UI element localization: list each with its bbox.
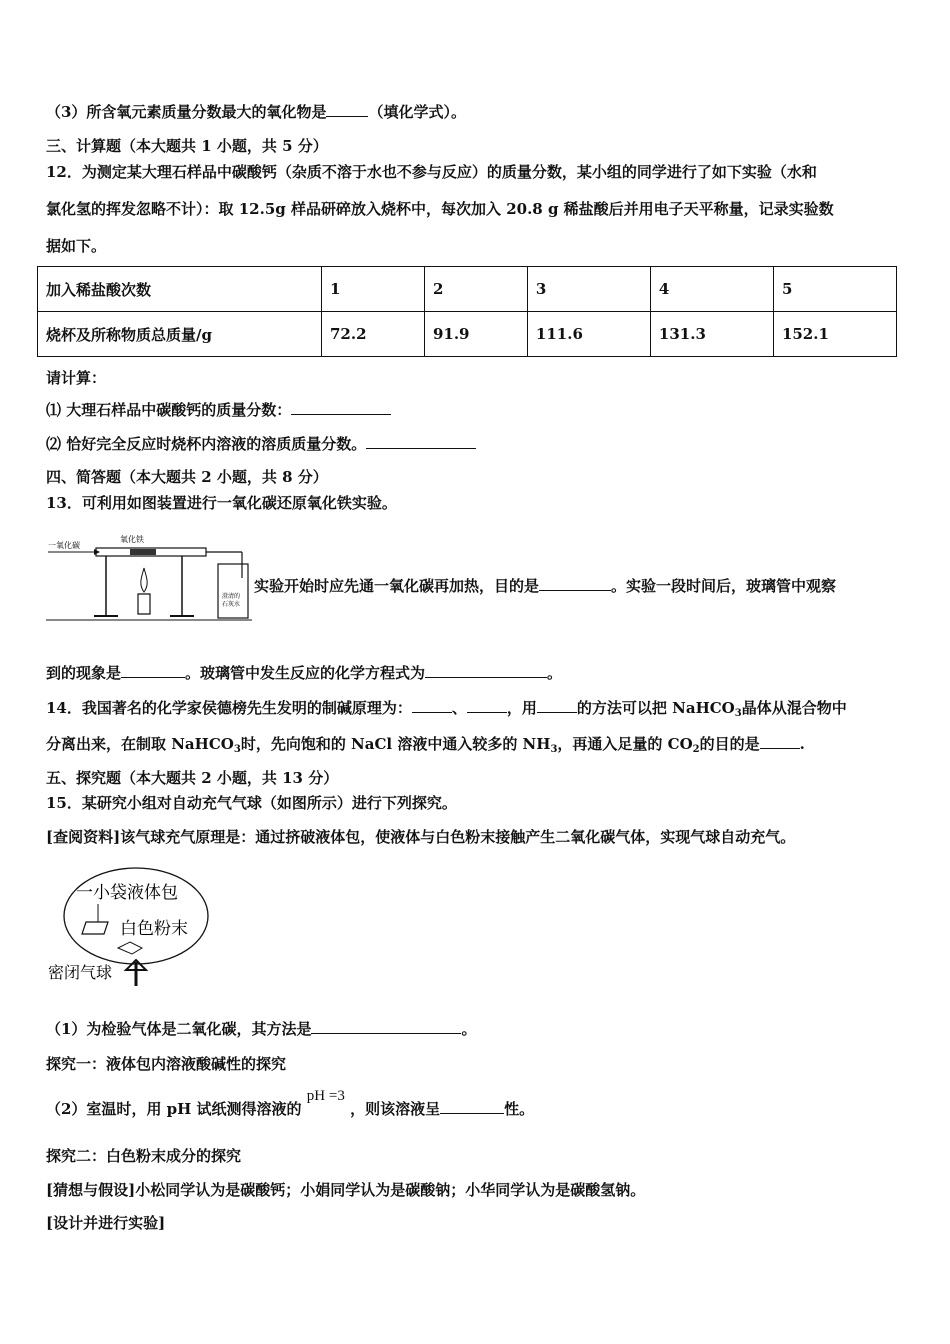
answer-blank[interactable]	[537, 698, 577, 713]
section-4-heading: 四、简答题（本大题共 2 小题，共 8 分）	[46, 468, 328, 486]
q12-sub1: ⑴ 大理石样品中碳酸钙的质量分数：	[46, 400, 391, 420]
answer-blank[interactable]	[311, 1019, 461, 1034]
answer-blank[interactable]	[412, 698, 452, 713]
iron-oxide-sample	[130, 549, 156, 555]
balloon-figure	[46, 866, 216, 986]
q15-stem: 15．某研究小组对自动充气气球（如图所示）进行下列探究。	[46, 794, 457, 812]
table-cell: 3	[527, 267, 650, 312]
label-fe2o3: 氧化铁	[120, 535, 144, 544]
answer-blank[interactable]	[121, 663, 185, 678]
q15-q2: （2）室温时，用 pH 试纸测得溶液的 pH =3 ，则该溶液呈 性。	[46, 1088, 535, 1118]
answer-blank[interactable]	[467, 698, 507, 713]
q15-hypothesis: [猜想与假设]小松同学认为是碳酸钙；小娟同学认为是碳酸钠；小华同学认为是碳酸氢钠。	[46, 1181, 646, 1199]
explore-1-heading: 探究一：液体包内溶液酸碱性的探究	[46, 1055, 287, 1073]
q15-info: [查阅资料]该气球充气原理是：通过挤破液体包，使液体与白色粉末接触产生二氧化碳气体，实现气球自动充气。	[46, 828, 796, 846]
table-cell: 烧杯及所称物质总质量/g	[38, 312, 322, 357]
co-reduction-apparatus-figure	[46, 528, 252, 624]
q12-line1: 12．为测定某大理石样品中碳酸钙（杂质不溶于水也不参与反应）的质量分数，某小组的同学进行了如下实验（水和	[46, 163, 817, 181]
test-tube-limewater	[218, 564, 248, 618]
label-co: 一氧化碳	[48, 541, 80, 550]
q13-text2: 到的现象是 。玻璃管中发生反应的化学方程式为 。	[46, 664, 563, 682]
label-white-powder: 白色粉末	[120, 919, 188, 939]
label-limewater-1: 澄清的	[222, 593, 241, 600]
label-balloon: 密闭气球	[48, 963, 113, 982]
table-cell: 72.2	[322, 312, 425, 357]
liquid-bag-icon	[82, 922, 108, 934]
answer-blank[interactable]	[760, 734, 800, 749]
q12-line3: 据如下。	[46, 237, 107, 255]
section-5-heading: 五、探究题（本大题共 2 小题，共 13 分）	[46, 769, 339, 787]
answer-blank[interactable]	[425, 663, 547, 678]
q11-part3: （3）所含氧元素质量分数最大的氧化物是 （填化学式）。	[46, 103, 466, 121]
gas-arrow-icon	[94, 549, 100, 555]
table-cell: 131.3	[650, 312, 773, 357]
flame-icon	[141, 568, 147, 592]
q12-sub2: ⑵ 恰好完全反应时烧杯内溶液的溶质质量分数。	[46, 434, 476, 454]
answer-blank[interactable]	[366, 434, 476, 449]
q15-q1: （1）为检验气体是二氧化碳，其方法是 。	[46, 1020, 477, 1038]
q14-line1: 14．我国著名的化学家侯德榜先生发明的制碱原理为： 、 ，用 的方法可以把 NaHCO$_3$晶体从混合物中	[46, 699, 847, 719]
answer-blank[interactable]	[326, 102, 368, 117]
table-cell: 111.6	[527, 312, 650, 357]
label-limewater-2: 石灰水	[222, 601, 241, 608]
q15-design: [设计并进行实验]	[46, 1214, 166, 1232]
table-row	[38, 312, 897, 357]
label-liquid-bag: 一小袋液体包	[76, 883, 178, 903]
data-table	[37, 266, 897, 357]
explore-2-heading: 探究二：白色粉末成分的探究	[46, 1147, 242, 1165]
table-cell: 4	[650, 267, 773, 312]
q13-text1: 实验开始时应先通一氧化碳再加热，目的是 。实验一段时间后，玻璃管中观察	[254, 577, 837, 595]
ph-value: pH =3	[306, 1088, 345, 1104]
table-cell: 91.9	[424, 312, 527, 357]
table-cell: 加入稀盐酸次数	[38, 267, 322, 312]
section-3-heading: 三、计算题（本大题共 1 小题，共 5 分）	[46, 137, 328, 155]
table-cell: 152.1	[773, 312, 896, 357]
q14-line2: 分离出来，在制取 NaHCO$_3$时，先向饱和的 NaCl 溶液中通入较多的 $NH_3$，再通入足量的 $CO_2$的目的是 .	[46, 735, 805, 755]
alcohol-lamp	[138, 594, 150, 614]
table-row	[38, 267, 897, 312]
table-cell: 2	[424, 267, 527, 312]
table-cell: 1	[322, 267, 425, 312]
q12-ask: 请计算：	[46, 369, 107, 387]
q12-line2: 氯化氢的挥发忽略不计）：取 12.5g 样品研碎放入烧杯中，每次加入 20.8 g 稀盐酸后并用电子天平称量，记录实验数	[46, 200, 834, 218]
q13-stem: 13．可利用如图装置进行一氧化碳还原氧化铁实验。	[46, 494, 397, 512]
answer-blank[interactable]	[440, 1099, 504, 1114]
powder-icon	[118, 942, 142, 954]
answer-blank[interactable]	[291, 400, 391, 415]
table-cell: 5	[773, 267, 896, 312]
answer-blank[interactable]	[539, 576, 611, 591]
